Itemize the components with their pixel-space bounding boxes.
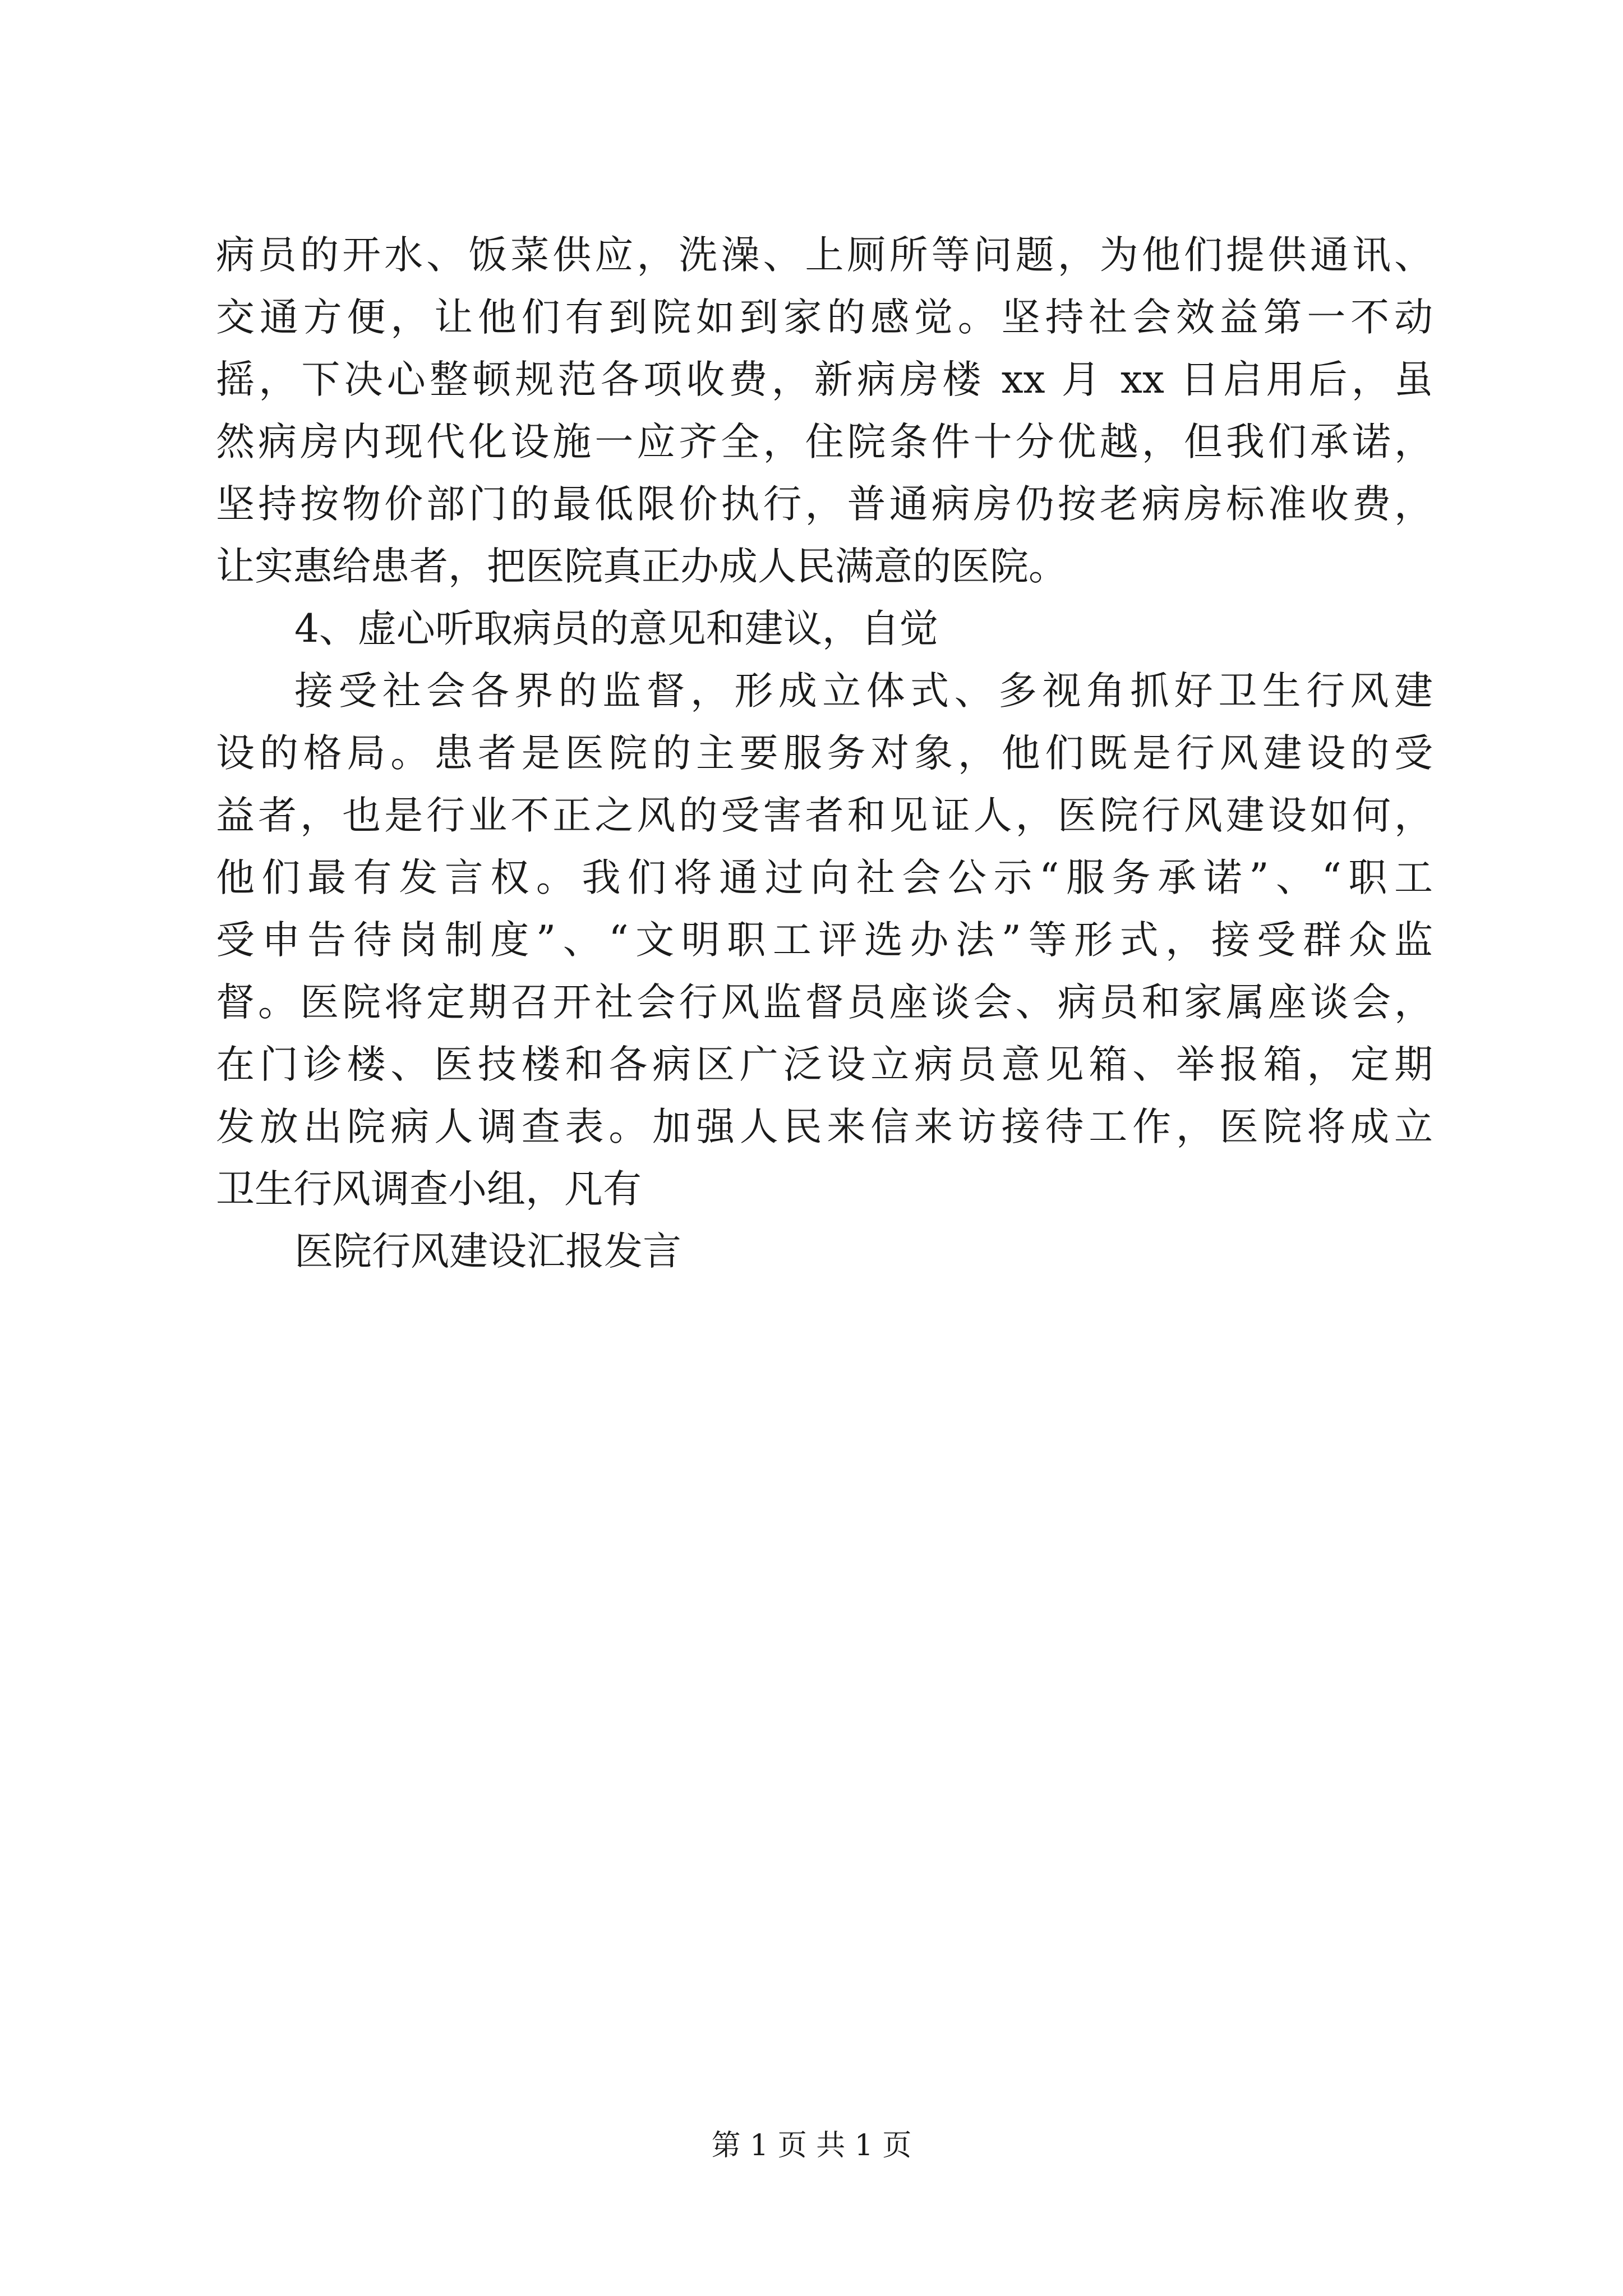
text-line: 然病房内现代化设施一应齐全，住院条件十分优越，但我们承诺， <box>216 420 1433 464</box>
text-line: 益者，也是行业不正之风的受害者和见证人，医院行风建设如何， <box>216 793 1433 838</box>
text-line: 摇，下决心整顿规范各项收费，新病房楼 xx 月 xx 日启用后，虽 <box>216 357 1433 402</box>
text-line: 发放出院病人调查表。加强人民来信来访接待工作，医院将成立 <box>216 1105 1433 1149</box>
text-line: 接受社会各界的监督，形成立体式、多视角抓好卫生行风建 <box>294 669 1433 714</box>
paragraph-supervision <box>216 660 1433 1221</box>
text-line: 督。医院将定期召开社会行风监督员座谈会、病员和家属座谈会， <box>216 980 1433 1025</box>
paragraph-services <box>216 224 1433 598</box>
text-line: 病员的开水、饭菜供应，洗澡、上厕所等问题，为他们提供通讯、 <box>216 233 1433 278</box>
paragraph-title-note <box>216 1221 1433 1283</box>
text-line: 让实惠给患者，把医院真正办成人民满意的医院。 <box>216 544 1067 589</box>
page-number: 第 1 页 共 1 页 <box>711 2129 912 2162</box>
text-line: 卫生行风调查小组，凡有 <box>216 1167 642 1212</box>
text-line: 交通方便，让他们有到院如到家的感觉。坚持社会效益第一不动 <box>216 295 1433 340</box>
text-line: 设的格局。患者是医院的主要服务对象，他们既是行风建设的受 <box>216 731 1433 776</box>
text-line: 他们最有发言权。我们将通过向社会公示“服务承诺”、“职工 <box>216 855 1433 900</box>
paragraph-heading-4 <box>216 598 1433 660</box>
document-body <box>216 224 1433 1283</box>
page-footer <box>0 2126 1623 2165</box>
text-line: 坚持按物价部门的最低限价执行，普通病房仍按老病房标准收费， <box>216 482 1433 527</box>
text-line: 在门诊楼、医技楼和各病区广泛设立病员意见箱、举报箱，定期 <box>216 1042 1433 1087</box>
text-line: 医院行风建设汇报发言 <box>294 1229 681 1274</box>
text-line: 受申告待岗制度”、“文明职工评选办法”等形式，接受群众监 <box>216 918 1433 963</box>
text-line: 4、虚心听取病员的意见和建议，自觉 <box>294 606 938 651</box>
